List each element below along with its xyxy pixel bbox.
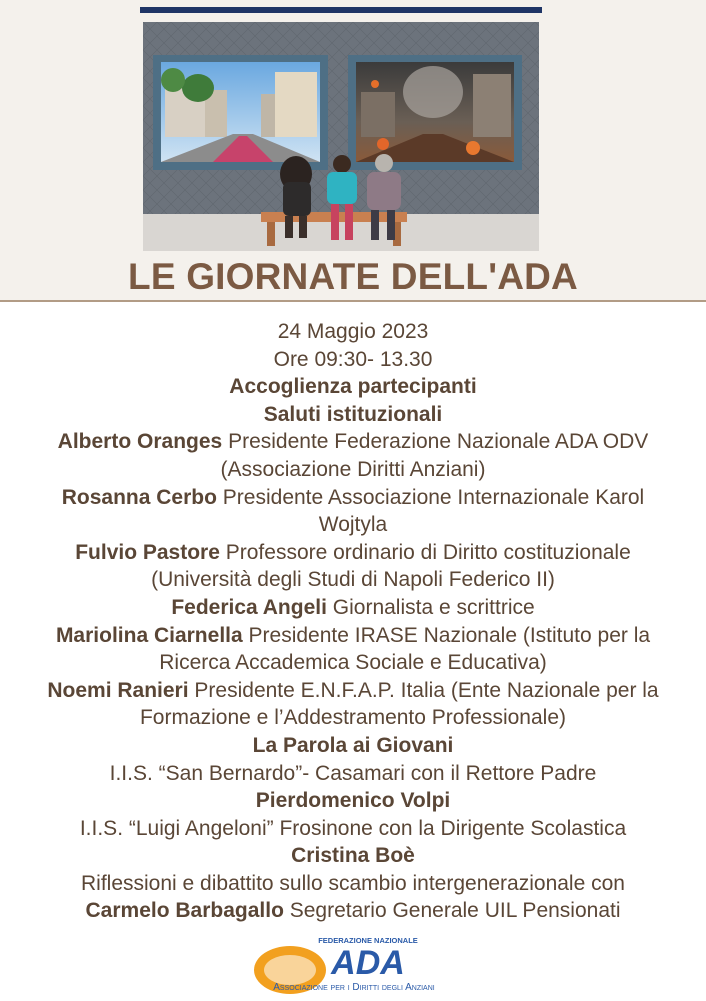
- event-title: LE GIORNATE DELL'ADA: [128, 256, 578, 297]
- logo-acronym: ADA: [331, 944, 405, 982]
- speaker-name: Noemi Ranieri: [47, 678, 189, 702]
- school-person: Pierdomenico Volpi: [255, 789, 451, 813]
- speaker-name: Alberto Oranges: [57, 430, 223, 454]
- speaker-line: [10, 428, 696, 456]
- event-time: Ore 09:30- 13.30: [273, 347, 433, 371]
- speaker-name: Federica Angeli: [171, 595, 327, 619]
- debate-line: Riflessioni e dibattito sullo scambio intergenerazionale con: [81, 871, 625, 895]
- ada-logo: [238, 934, 470, 996]
- speaker-name: Fulvio Pastore: [75, 540, 220, 564]
- event-date: 24 Maggio 2023: [277, 320, 429, 343]
- speaker-role-continued: (Associazione Diritti Anziani): [220, 457, 486, 481]
- closing-role: Segretario Generale UIL Pensionati: [289, 899, 621, 923]
- logo-top-text: FEDERAZIONE NAZIONALE: [318, 936, 418, 945]
- school-line: I.I.S. “San Bernardo”- Casamari con il Rettore Padre: [109, 761, 597, 785]
- school-person: Cristina Boè: [291, 844, 415, 868]
- speaker-line: [10, 539, 696, 567]
- speaker-line: [10, 677, 696, 705]
- speaker-line: [10, 622, 696, 650]
- title-divider: [0, 300, 706, 302]
- speaker-name: Mariolina Ciarnella: [55, 623, 243, 647]
- logo-full-text: Associazione per i Diritti degli Anziani: [273, 982, 435, 993]
- speaker-name: Rosanna Cerbo: [61, 485, 217, 509]
- program-list: [10, 318, 696, 925]
- speaker-role-continued: Ricerca Accademica Sociale e Educativa): [159, 651, 547, 675]
- speaker-role: Presidente IRASE Nazionale (Istituto per la: [248, 623, 651, 647]
- speaker-role: Giornalista e scrittrice: [332, 595, 535, 619]
- hero-image: [143, 22, 539, 251]
- greetings-heading: Saluti istituzionali: [263, 402, 443, 426]
- welcome-heading: Accoglienza partecipanti: [229, 375, 477, 399]
- speaker-line: [10, 484, 696, 512]
- speaker-role-continued: Formazione e l’Addestramento Professionale): [139, 706, 567, 730]
- top-accent-bar: [140, 7, 542, 13]
- speaker-line: [10, 594, 696, 622]
- closing-name: Carmelo Barbagallo: [85, 899, 284, 923]
- youth-heading: La Parola ai Giovani: [252, 733, 454, 757]
- speaker-role-continued: Wojtyla: [318, 513, 388, 537]
- school-line: I.I.S. “Luigi Angeloni” Frosinone con la Dirigente Scolastica: [79, 816, 627, 840]
- speaker-role-continued: (Università degli Studi di Napoli Federico II): [151, 568, 555, 592]
- closing-line: [10, 897, 696, 925]
- speaker-role: Presidente Associazione Internazionale Karol: [222, 485, 645, 509]
- speaker-role: Presidente E.N.F.A.P. Italia (Ente Nazionale per la: [194, 678, 659, 702]
- speaker-role: Presidente Federazione Nazionale ADA ODV: [228, 430, 649, 454]
- speaker-role: Professore ordinario di Diritto costituzionale: [225, 540, 631, 564]
